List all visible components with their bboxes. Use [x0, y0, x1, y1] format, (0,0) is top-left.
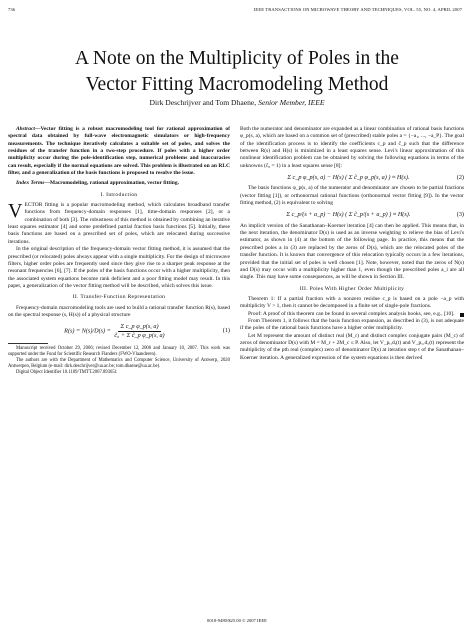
- intro-paragraph-2: In the original description of the frequency-domain vector fitting method, it is assumed that the prescribed (or relocated) poles always appear with a single multiplicity. For the design of microwave filters, higher order poles are frequently used since they give rise to a sharper peak response at the resonant frequencies [6], [7]. If the poles of the basis functions occur with a higher multiplicity, then the associated system equations become rank deficient and a poor fitting model may result. In this paper, a generalization of the vector fitting method will be described, which solves this issue.: [8, 246, 230, 289]
- transfer-paragraph: Frequency-domain macromodeling tools are used to build a rational transfer function R(s), based on the spectral response (s, H(s)) of a physical structure: [8, 304, 230, 318]
- section-heading-poles: III. Poles With Higher Order Multiplicity: [299, 285, 405, 292]
- author-role: Senior Member, IEEE: [258, 98, 325, 107]
- equation-number-3: (3): [456, 211, 464, 219]
- right-paragraph-5: Let M represent the amount of distinct real (M_r) and distinct complex conjugate pairs (M_c) of zeros of denominator D(s) with M = M_r + 2M_c ≤ P. Also, let V_pᵣ,dᵣ(t) and V_p꜀,d꜀(t) represent the multiplicity of the pth real (complex) zero of denominator D(s) at iteration step t of the Sanathanan–Koerner iteration. A generalized expression of the system equations is then derived: [240, 332, 465, 361]
- right-paragraph-3: An implicit version of the Sanathanan–Koerner iteration [4] can then be applied. This means that, in the next iteration, the denominator D(s) is used as an inverse weighting to relieve the bias of Levi's estimator, as shown in (4) at the bottom of the following page. In practice, this means that the prescribed poles a in (3) are replaced by the zeros of D(s), which are the relocated poles of the transfer function. It is known that convergence of this relocation typically occurs in a few iterations, provided that the initial set of poles is well chosen [1]. Note, however, noted that the zeros of N(s) and D(s) may occur with a multiplicity higher than 1, even though the prescribed poles a_i are all single. This may have some consequences, as will be shown in Section III.: [240, 222, 464, 281]
- intro-paragraph-1: VECTOR fitting is a popular macromodeling method, which calculates broadband transfer functions from frequency-domain responses [1], time-domain responses [2], or a combination of both [3]. The robustness of this method is obtained by combining an iterative least squares estimator [4] and some predefined partial fraction basis functions [5]. Initially, these basis functions are based on a prescribed set of poles, which are relocated during successive iterations.: [8, 200, 230, 245]
- equation-1: R(s) = N(s)/D(s) = $\frac{\text{Σ c\_p φ\_p(s, a)}}{\text{c̃₀ + Σ c̃\_p φ\_p(s, a)}}$ (1): [64, 323, 230, 339]
- equation-number-1: (1): [222, 327, 230, 335]
- section-heading-transfer: II. Transfer-Function Representation: [72, 294, 166, 301]
- equation-2: Σ c_p φ_p(s, a) − H(s) ( Σ c̃_p φ_p(s, a) ) ≈ H(s). (2): [287, 174, 464, 182]
- footnote-doi: Digital Object Identifier 10.1109/TMTT.2007.893651: [16, 369, 118, 375]
- theorem-1: Theorem 1: If a partial fraction with a nonzero residue c_p is based on a pole −a_p with multiplicity V > 1, then it cannot be decomposed in a finite set of single-pole fractions.: [240, 295, 464, 310]
- title-line-1: A Note on the Multiplicity of Poles in the: [75, 48, 399, 69]
- author-line: [0, 98, 474, 107]
- footnote-affiliation: The authors are with the Department of Mathematics and Computer Science, University of Antwerp, 2020 Antwerpen, Belgium (e-mail: dirk.deschrijver@ua.ac.be; tom.dhaene@ua.ac.be).: [8, 357, 230, 369]
- left-column: [8, 126, 230, 376]
- abstract: Abstract—Vector fitting is a robust macromodeling tool for rational approximation of spectral data obtained by full-wave electromagnetic simulators or high-frequency measurements. The technique iteratively calculates a suitable set of poles, and solves the residues of the transfer function in a two-step procedure. If poles with a higher order multiplicity occur during the pole-identification step, numerical problems and inaccuracies can result, especially if the normal equations are solved. This problem is illustrated on an RLC filter, and a generalization of the basis functions is proposed to resolve the issue.: [8, 126, 230, 177]
- qed-square-icon: [460, 313, 464, 317]
- equation-3: Σ c_p/(s + a_p) − H(s) ( Σ c̃_p/(s + a_p) ) ≈ H(s). (3): [286, 211, 464, 219]
- footnote-rule: [8, 343, 48, 344]
- right-paragraph-2: The basis functions φ_p(s, a) of the numerator and denominator are chosen to be partial fractions (vector fitting [1]), or orthonormal rational functions (orthonormal vector fitting [9]). In the vector fitting method, (2) is equivalent to solving: [240, 185, 464, 207]
- title-line-2: Vector Fitting Macromodeling Method: [85, 74, 389, 95]
- equation-number-2: (2): [456, 174, 464, 182]
- proof: Proof: A proof of this theorem can be found in several complex analysis books, see, e.g., [10].: [240, 311, 464, 318]
- paper-title: [0, 46, 474, 98]
- section-heading-intro: I. Introduction: [100, 191, 138, 198]
- index-terms: Index Terms—Macromodeling, rational approximation, vector fitting.: [16, 180, 179, 187]
- page-number: 736: [8, 7, 16, 12]
- author-names: Dirk Deschrijver and Tom Dhaene,: [149, 98, 257, 107]
- footnote-received: Manuscript received October 29, 2006; revised December 12, 2006 and January 10, 2007. This work was supported under the Fund for Scientific Research Flanders (FWO-Vlaanderen).: [8, 345, 230, 357]
- right-column: [240, 126, 464, 362]
- right-paragraph-1: Both the numerator and denominator are expanded as a linear combination of rational basis functions φ_p(s, a), which are based on a common set of (prescribed) stable poles a = {−a₁, ..., −a_P}. The goal of the identification process is to identify the coefficients c_p and c̃_p such that the difference between R(s) and H(s) is minimized in a least squares sense. Levi's linear approximation of this nonlinear identification problem can be obtained by solving the following equations in terms of the unknowns (c̃₀ = 1) in a least squares sense [8]:: [240, 126, 464, 169]
- copyright-footer: 0018-9480/$25.00 © 2007 IEEE: [207, 618, 267, 623]
- drop-cap: V: [8, 200, 23, 223]
- running-header: IEEE TRANSACTIONS ON MICROWAVE THEORY AND TECHNIQUES, VOL. 55, NO. 4, APRIL 2007: [253, 7, 462, 12]
- right-paragraph-4: From Theorem 1, it follows that the basis function expansion, as described in (3), is not adequate if the poles of the rational basis functions have a higher order multiplicity.: [240, 317, 464, 332]
